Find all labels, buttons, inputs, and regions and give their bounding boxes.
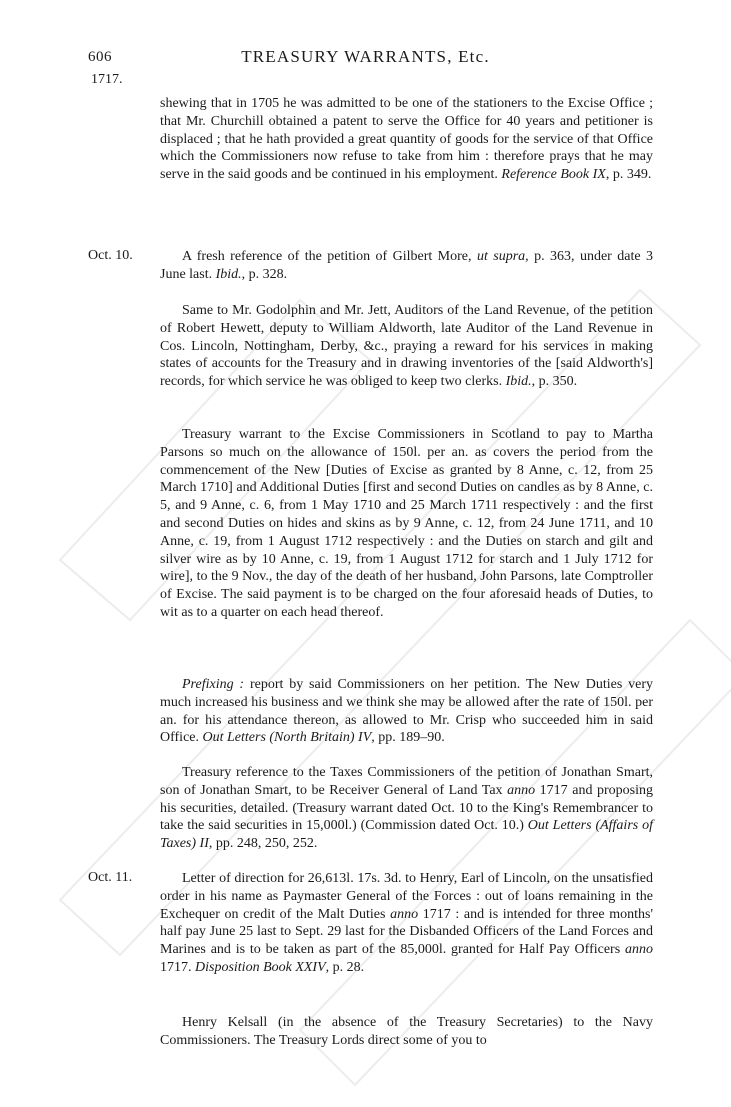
entry-paragraph — [160, 426, 653, 622]
entry-text: 1717 : and is intended for three months' half pay June 25 last to Sept. 29 last for the Disbanded Officers of the Land Forces and Marines and is to be taken as part of the 85,000l. granted for Half Pay Officers — [160, 906, 654, 958]
year-margin-note: 1717. — [91, 72, 123, 87]
date-margin-note: Oct. 11. — [88, 870, 133, 885]
entry-text: 1717 and proposing his securities, detailed. (Treasury warrant dated Oct. 10 to the King's Remembrancer to take the said securities in 15,000l.) (Commission dated Oct. 10.) — [160, 782, 654, 834]
entry-paragraph — [160, 764, 653, 853]
page-number: 606 — [88, 49, 112, 65]
reference-tail: , p. 350. — [531, 374, 578, 390]
entry-italic: ut supra — [476, 249, 526, 264]
reference-citation: Reference Book IX — [501, 167, 606, 183]
entry-text: Treasury reference to the Taxes Commissioners of the petition of Jonathan Smart, son of Jonathan Smart, to be Receiver General of Land Tax — [160, 765, 653, 798]
entry-text: 1717. — [160, 959, 195, 975]
date-margin-note: Oct. 10. — [88, 248, 133, 263]
entry-text: Treasury warrant to the Excise Commissioners in Scotland to pay to Martha Parsons so much on the allowance of 150l. per an. as covers the period from the commencement of the New [Duties of Excise as granted by 8 Anne, c. 12, from 25 March 1710] and Additional Duties [first and second Duties on candles as by 8 Anne, c. 5, and 9 Anne, c. 6, from 1 May 1710 and 25 March 1711 respectively : and the first and second Duties on hides and skins as by 9 Anne, c. 12, from 24 June 1711, and 10 Anne, c. 19, from 1 August 1712 respectively : and the Duties on starch and gilt and silver wire as by 10 Anne, c. 19, from 1 August 1712 for starch and 1 July 1712 for wire], to the 9 Nov., the day of the death of her husband, John Parsons, late Comptroller of Excise. The said payment is to be charged on the four aforesaid heads of Duties, to wit as to a quarter on each head thereof. — [160, 427, 653, 620]
entry-italic-lead: Prefixing : — [182, 677, 245, 692]
entry-text: , p. 363, under date 3 June last. — [160, 249, 653, 282]
entry-italic: anno — [625, 942, 653, 958]
entry-paragraph — [160, 95, 653, 184]
entry-text: Henry Kelsall (in the absence of the Treasury Secretaries) to the Navy Commissioners. The Treasury Lords direct some of you to — [160, 1015, 653, 1048]
reference-citation: Ibid. — [505, 374, 532, 390]
reference-citation: Ibid. — [215, 266, 242, 282]
running-head: TREASURY WARRANTS, Etc. — [241, 47, 490, 66]
entry-text: report by said Commissioners on her petition. The New Duties very much increased his business and we think she may be allowed after the rate of 150l. per an. for his attendance thereon, as allowed to Mr. Crisp who succeeded him in said Office. — [160, 677, 653, 746]
entry-paragraph — [160, 302, 653, 391]
reference-citation: Out Letters (Affairs of Taxes) II — [160, 818, 653, 852]
entry-paragraph — [160, 248, 653, 284]
reference-tail: , p. 328. — [241, 266, 288, 282]
reference-tail: , pp. 248, 250, 252. — [208, 836, 318, 852]
entry-italic: anno — [507, 782, 536, 798]
reference-tail: , pp. 189–90. — [371, 730, 445, 746]
entry-italic: anno — [390, 906, 419, 922]
reference-citation: Disposition Book XXIV — [195, 959, 326, 975]
entry-paragraph — [160, 1014, 653, 1050]
entry-text: Same to Mr. Godolphin and Mr. Jett, Auditors of the Land Revenue, of the petition of Robert Hewett, deputy to William Aldworth, late Auditor of the Land Revenue in Cos. Lincoln, Nottingham, Derby, &c., praying a reward for his services in making states of accounts for the Treasury and in drawing inventories of the [said Aldworth's] records, for which service he was obliged to keep two clerks. — [160, 303, 653, 390]
entry-text: A fresh reference of the petition of Gilbert More, — [182, 249, 477, 264]
entry-text: Letter of direction for 26,613l. 17s. 3d. to Henry, Earl of Lincoln, on the unsatisfied order in his name as Paymaster General of the Forces : out of loans remaining in the Exchequer on credit of the Malt Duties — [160, 871, 653, 922]
reference-tail: , p. 349. — [605, 167, 652, 183]
reference-citation: Out Letters (North Britain) IV — [202, 730, 372, 746]
entry-paragraph — [160, 676, 653, 747]
reference-tail: , p. 28. — [325, 959, 365, 975]
entry-text: shewing that in 1705 he was admitted to be one of the stationers to the Excise Office ; that Mr. Churchill obtained a patent to serve the Office for 40 years and petitioner is displaced ; that he hath provided a great quantity of goods for the service of that Office which the Commissioners now refuse to take from him : therefore prays that he may serve in the said goods and be continued in his employment. — [160, 96, 653, 183]
entry-paragraph — [160, 870, 653, 977]
